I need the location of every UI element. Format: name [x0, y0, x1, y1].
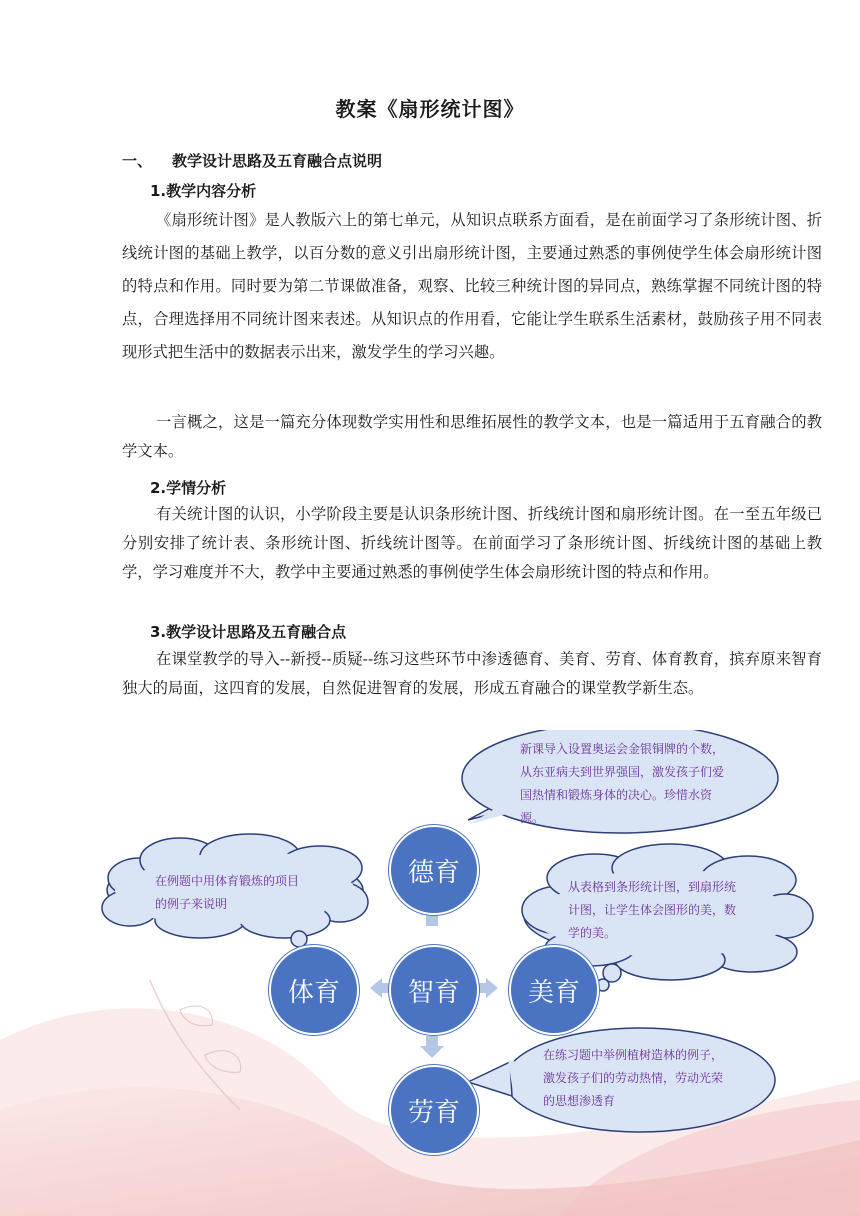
paragraph-summary: 一言概之，这是一篇充分体现数学实用性和思维拓展性的教学文本，也是一篇适用于五育融合的教学文本。 — [122, 413, 822, 460]
node-moral-education: 德育 — [389, 825, 479, 915]
callout-text-labor: 在练习题中举例植树造林的例子，激发孩子们的劳动热情，劳动光荣的思想渗透育 — [543, 1048, 724, 1108]
callout-text-moral: 新课导入设置奥运会金银铜牌的个数，从东亚病夫到世界强国，激发孩子们爱国热情和锻炼身体的决心。珍惜水资源。 — [520, 742, 725, 825]
subheading-content-analysis: 1.教学内容分析 — [150, 182, 257, 200]
paragraph-learner-analysis: 有关统计图的认识，小学阶段主要是认识条形统计图、折线统计图和扇形统计图。在一至五年级已分别安排了统计表、条形统计图、折线统计图等。在前面学习了条形统计图、折线统计图的基础上教学，学习难度并不大，教学中主要通过熟悉的事例使学生体会扇形统计图的特点和作用。 — [122, 505, 822, 581]
five-education-diagram — [0, 730, 860, 1216]
section-label: 教学设计思路及五育融合点说明 — [172, 152, 383, 170]
page-title: 教案《扇形统计图》 — [335, 97, 525, 121]
callout-text-aesthetic: 从表格到条形统计图，到扇形统计图，让学生体会图形的美，数学的美。 — [568, 880, 737, 940]
section-heading — [122, 150, 382, 171]
paragraph-content-analysis: 《扇形统计图》是人教版六上的第七单元，从知识点联系方面看，是在前面学习了条形统计图、折线统计图的基础上教学，以百分数的意义引出扇形统计图，主要通过熟悉的事例使学生体会扇形统计图的特点和作用。同时要为第二节课做准备，观察、比较三种统计图的异同点，熟练掌握不同统计图的特点，合理选择用不同统计图来表述。从知识点的作用看，它能让学生联系生活素材，鼓励孩子用不同表现形式把生活中的数据表示出来，激发学生的学习兴趣。 — [122, 211, 822, 361]
node-physical-education: 体育 — [269, 945, 359, 1035]
paragraph-design-ideas: 在课堂教学的导入--新授--质疑--练习这些环节中渗透德育、美育、劳育、体育教育，摈弃原来智育独大的局面，这四育的发展，自然促进智育的发展，形成五育融合的课堂教学新生态。 — [122, 650, 822, 697]
node-aesthetic-education: 美育 — [509, 945, 599, 1035]
node-labor-education: 劳育 — [389, 1065, 479, 1155]
subheading-design-ideas: 3.教学设计思路及五育融合点 — [150, 623, 347, 641]
node-intellectual-education: 智育 — [389, 945, 479, 1035]
callout-text-physical: 在例题中用体育锻炼的项目的例子来说明 — [155, 874, 300, 911]
section-number: 一、 — [122, 152, 153, 170]
arrow-down-icon — [420, 1036, 444, 1058]
subheading-learner-analysis: 2.学情分析 — [150, 479, 227, 497]
arrow-right-icon — [476, 978, 498, 998]
